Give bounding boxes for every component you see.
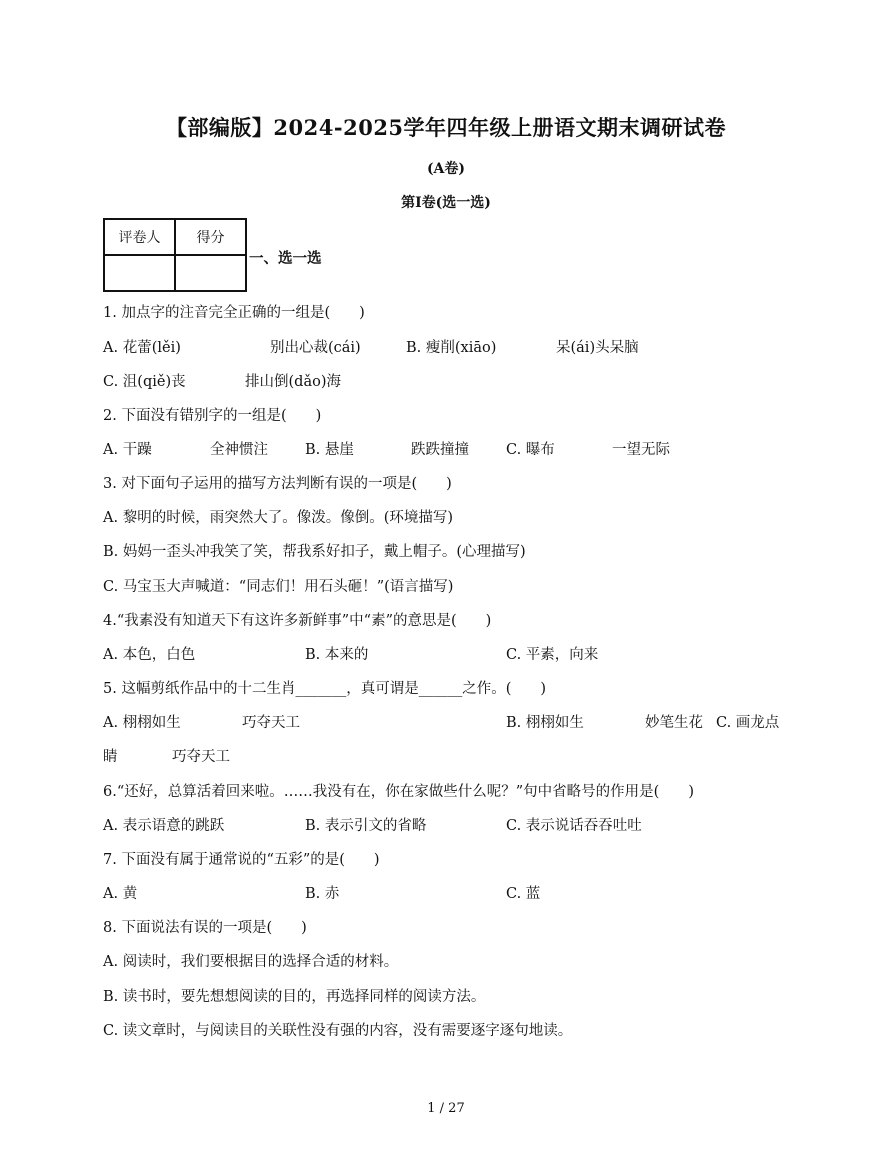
question-8-option-a: A. 阅读时，我们要根据目的选择合适的材料。 (103, 954, 399, 970)
question-2-option-a-part2: 全神惯注 (210, 442, 268, 458)
question-3-option-a: A. 黎明的时候，雨突然大了。像泼。像倒。(环境描写) (103, 510, 454, 526)
part-label: 第I卷(选一选) (401, 195, 491, 211)
question-2-option-b-part2: 跌跌撞撞 (411, 442, 469, 458)
question-2-stem: 2. 下面没有错别字的一组是( ) (103, 408, 322, 424)
question-4-option-b: B. 本来的 (305, 647, 369, 663)
question-1-option-a: A. 花蕾(lěi) (103, 340, 181, 356)
score-cell (175, 255, 246, 291)
question-5-stem: 5. 这幅剪纸作品中的十二生肖_______，真可谓是______之作。( ) (103, 681, 547, 697)
question-5-option-c-continued: 睛 (103, 749, 118, 765)
question-5-option-b: B. 栩栩如生 (506, 715, 584, 731)
question-1-option-c-part2: 排山倒(dǎo)海 (245, 374, 341, 390)
question-3-option-b: B. 妈妈一歪头冲我笑了笑，帮我系好扣子，戴上帽子。(心理描写) (103, 544, 526, 560)
question-7-option-a: A. 黄 (103, 886, 138, 902)
question-6-option-c: C. 表示说话吞吞吐吐 (506, 818, 642, 834)
score-header: 得分 (175, 219, 246, 255)
question-8-option-b: B. 读书时，要先想想阅读的目的，再选择同样的阅读方法。 (103, 989, 486, 1005)
section-heading: 一、选一选 (249, 250, 322, 267)
question-5-option-a: A. 栩栩如生 (103, 715, 181, 731)
question-4-option-c: C. 平素，向来 (506, 647, 599, 663)
question-7-option-c: C. 蓝 (506, 886, 541, 902)
score-table (103, 218, 247, 292)
question-1-option-b-part2: 呆(ái)头呆脑 (556, 340, 639, 356)
question-3-stem: 3. 对下面句子运用的描写方法判断有误的一项是( ) (103, 476, 452, 492)
question-5-option-c: C. 画龙点 (716, 715, 780, 731)
question-1-option-c: C. 沮(qiě)丧 (103, 374, 186, 390)
exam-title: 【部编版】2024-2025学年四年级上册语文期末调研试卷 (165, 115, 727, 140)
question-6-stem: 6.“还好，总算活着回来啦。……我没有在，你在家做些什么呢？”句中省略号的作用是( ) (103, 784, 694, 800)
question-2-option-b: B. 悬崖 (305, 442, 354, 458)
page-number: 1 / 27 (427, 1101, 465, 1116)
question-5-option-c-part2: 巧夺天工 (172, 749, 230, 765)
question-7-option-b: B. 赤 (305, 886, 340, 902)
question-8-option-c: C. 读文章时，与阅读目的关联性没有强的内容，没有需要逐字逐句地读。 (103, 1023, 573, 1039)
question-2-option-c: C. 曝布 (506, 442, 555, 458)
grader-cell (104, 255, 175, 291)
question-2-option-a: A. 干躁 (103, 442, 152, 458)
question-1-option-a-part2: 别出心裁(cái) (270, 340, 361, 356)
question-5-option-a-part2: 巧夺天工 (242, 715, 300, 731)
question-6-option-a: A. 表示语意的跳跃 (103, 818, 225, 834)
question-5-option-b-part2: 妙笔生花 (645, 715, 703, 731)
question-2-option-c-part2: 一望无际 (612, 442, 670, 458)
question-4-option-a: A. 本色，白色 (103, 647, 196, 663)
volume-label: (A卷) (426, 161, 466, 177)
question-7-stem: 7. 下面没有属于通常说的“五彩”的是( ) (103, 852, 380, 868)
question-8-stem: 8. 下面说法有误的一项是( ) (103, 920, 307, 936)
question-4-stem: 4.“我素没有知道天下有这许多新鲜事”中“素”的意思是( ) (103, 613, 492, 629)
question-1-option-b: B. 瘦削(xiāo) (406, 340, 497, 356)
question-1-stem: 1. 加点字的注音完全正确的一组是( ) (103, 305, 365, 321)
grader-header: 评卷人 (104, 219, 175, 255)
question-6-option-b: B. 表示引文的省略 (305, 818, 427, 834)
question-3-option-c: C. 马宝玉大声喊道：“同志们！用石头砸！”(语言描写) (103, 579, 454, 595)
